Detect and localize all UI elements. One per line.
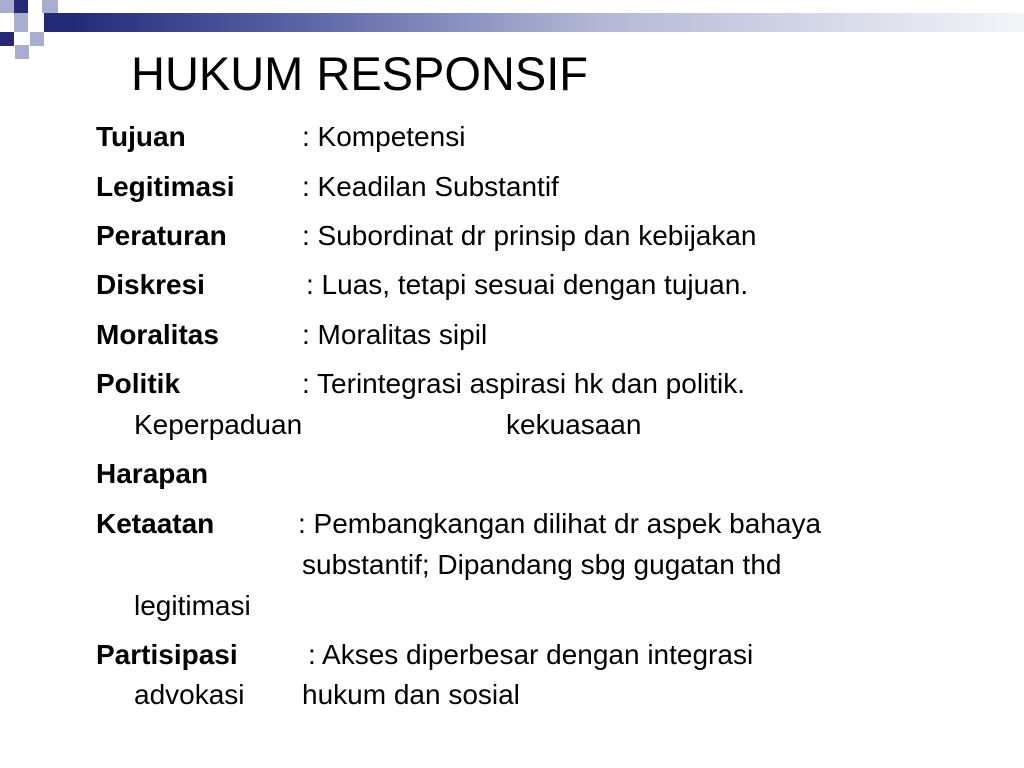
term-continuation: advokasi bbox=[134, 679, 245, 710]
term-label: Moralitas bbox=[96, 319, 219, 350]
term-label: Harapan bbox=[96, 458, 209, 489]
term-label: Politik bbox=[96, 368, 181, 399]
term-continuation: legitimasi bbox=[134, 590, 251, 621]
term-value: : Luas, tetapi sesuai dengan tujuan. bbox=[306, 269, 749, 300]
list-item bbox=[96, 367, 180, 401]
term-continuation: Keperpaduan bbox=[134, 409, 303, 440]
term-value: : Kompetensi bbox=[302, 121, 466, 152]
term-label: Partisipasi bbox=[96, 639, 238, 670]
deco-square bbox=[30, 32, 44, 46]
list-item bbox=[96, 638, 238, 672]
term-value: : Keadilan Substantif bbox=[302, 171, 559, 202]
term-value: : Pembangkangan dilihat dr aspek bahaya bbox=[298, 508, 822, 539]
term-continuation: kekuasaan bbox=[506, 409, 642, 440]
term-label: Ketaatan bbox=[96, 508, 215, 539]
term-label: Tujuan bbox=[96, 121, 186, 152]
term-label: Diskresi bbox=[96, 269, 205, 300]
deco-square bbox=[14, 13, 28, 32]
term-value: : Subordinat dr prinsip dan kebijakan bbox=[302, 220, 757, 251]
term-label: Peraturan bbox=[96, 220, 227, 251]
list-item bbox=[96, 120, 186, 154]
list-item bbox=[96, 507, 214, 541]
term-value: : Akses diperbesar dengan integrasi bbox=[308, 639, 754, 670]
list-item bbox=[96, 219, 227, 253]
term-continuation: hukum dan sosial bbox=[302, 679, 520, 710]
deco-square bbox=[15, 45, 29, 59]
slide-title: HUKUM RESPONSIF bbox=[131, 47, 588, 100]
deco-square bbox=[0, 32, 14, 46]
term-label: Legitimasi bbox=[96, 171, 235, 202]
deco-square bbox=[0, 0, 14, 13]
deco-square bbox=[42, 0, 58, 13]
term-value: : Moralitas sipil bbox=[302, 319, 488, 350]
deco-square bbox=[14, 0, 28, 13]
term-value: : Terintegrasi aspirasi hk dan politik. bbox=[302, 368, 746, 399]
deco-square bbox=[44, 13, 72, 32]
list-item bbox=[96, 170, 234, 204]
term-continuation: substantif; Dipandang sbg gugatan thd bbox=[302, 549, 782, 580]
list-item bbox=[96, 318, 219, 352]
header-gradient-bar bbox=[72, 13, 1024, 32]
list-item bbox=[96, 268, 205, 302]
list-item bbox=[96, 457, 208, 491]
